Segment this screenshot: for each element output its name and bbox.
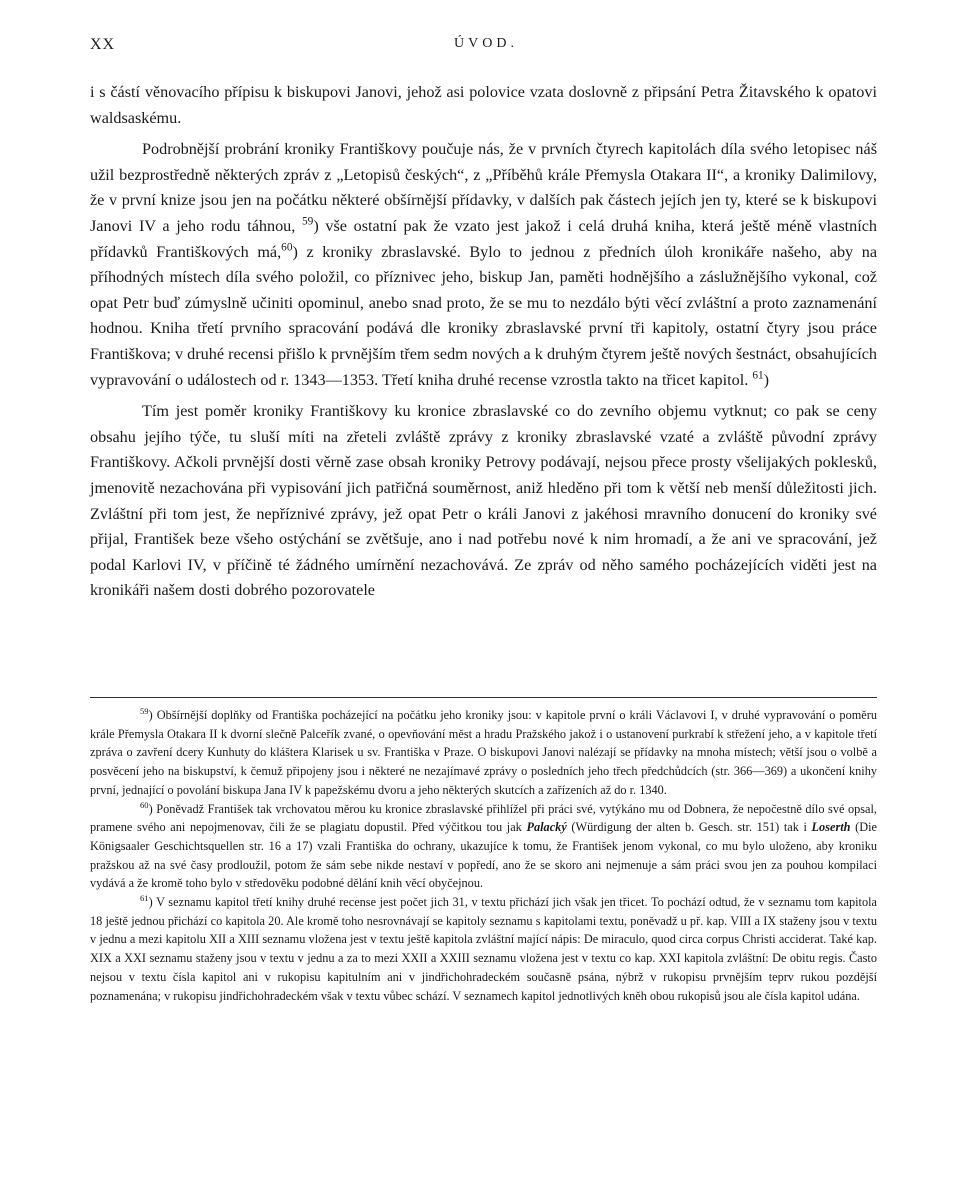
footnote-60-text-b: (Würdigung der alten b. Gesch. str. 151) tak i (566, 820, 812, 835)
footnote-ref-61[interactable]: 61 (752, 369, 764, 382)
footnote-60 (90, 800, 877, 894)
author-name-palacky: Palacký (526, 820, 567, 835)
footnote-mark-59: 59 (140, 705, 149, 716)
paragraph-2-text-d: ) (763, 370, 770, 389)
paragraph-1: i s částí věnovacího přípisu k biskupovi Janovi, jehož asi polovice vzata doslovně z připsání Petra Žitavského k opatovi waldsaskému. (90, 83, 877, 127)
paragraph-2-text-b: ) vše ostatní pak že vzato jest jakož i celá druhá kniha, která ještě méně vlastních přídavků Františkových má, (90, 216, 877, 261)
paragraph-3: Tím jest poměr kroniky Františkovy ku kronice zbraslavské co do zevního objemu vytknut; co pak se ceny obsahu jejího týče, tu sluší míti na zřeteli zvláště zprávy z kroniky zbraslavské vzaté a zvláště původní zprávy Františkovy. Ačkoli prvnější dosti věrně zase obsah kroniky Petrovy podávají, nejsou přece prosty všelijakých poklesků, jmenovitě nezachována při vypisování jich patřičná souměrnost, aniž hleděno při tom k větší neb menší důležitosti jich. Zvláštní při tom jest, že nepříznivé zprávy, jež opat Petr o králi Janovi z jakéhosi mravního donucení do kroniky své přijal, František beze všeho ostýchání se zvětšuje, ano i nad potřebu nové k nim hromadí, a že ani ve spracování, jež podal Karlovi IV, v příčině té žádného umírnění nezachovává. Ze zpráv od něho samého pocházejících viděti jest na kronikáři našem dosti dobrého pozorovatele (90, 402, 877, 600)
footnote-60-text-c: (Die Königsaaler Geschichtsquellen str. 16 a 17) vzali Františka do ochrany, ukazujíce k tomu, že František jenom vykonal, co mu bylo uloženo, aby kroniku pražskou až na své časy prodloužil, potom že sám sebe nikde nestaví v popředí, ano že se skoro ani nejmenuje a sám práci svou jen za pouhou kompilaci vydává a že kromě toho bylo v středověku podobné dělání knih věcí obyčejnou. (90, 820, 877, 891)
running-head: ÚVOD. (454, 36, 518, 51)
footnote-mark-60: 60 (140, 799, 149, 810)
footnote-59-text: ) Obšírnější doplňky od Františka pocházející na počátku jeho kroniky jsou: v kapitole první o králi Václavovi I, v druhé vypravování o poměru krále Přemysla Otakara II k dvorní slečně Palceřík zvané, o opevňování měst a hradu Pražského jakož i o ustanovení purkrabí k střežení jeho, a v kapitole třetí zpráva o zavření dcery Kunhuty do kláštera Klarisek u sv. Františka v Praze. O biskupovi Janovi nalézají se přídavky na mnoha místech; větší jsou o volbě a posvěcení jeho na biskupství, k čemuž připojeny jsou i některé ne nezajímavé zprávy o posledních jeho třech předchůdcích (str. 366—369) a ukončení knihy první, jednající o povolání biskupa Jana IV k papežskému dvoru a jeho některých skutcích a zařízeních až do r. 1340. (90, 708, 877, 797)
footnote-61-text: ) V seznamu kapitol třetí knihy druhé recense jest počet jich 31, v textu přichází jich však jen třicet. To pochází odtud, že v seznamu tom kapitola 18 ještě jednou přichází co kapitola 20. Ale kromě toho nesrovnávají se kapitoly seznamu s kapitolami textu, poněvadž u př. kap. VIII a IX staženy jsou v textu v jednu a mezi kapitolu XII a XIII seznamu vložena jest v textu ještě kapitola zvláštní mající nápis: De miraculo, quod circa corpus Christi acciderat. Také kap. XIX a XXI seznamu staženy jsou v textu v jednu a za to mezi XXII a XXIII seznamu vložena jest v textu co kap. XXI kapitola zvláštní: De obitu regis. Často nejsou v textu čísla kapitol ani v rukopisu kapitulním ani v jindřichohradeckém současně psána, nýbrž v rukopisu prvnějším teprv rukou pozdější poznamenána; v rukopisu jindřichohradeckém však v textu vůbec schází. V seznamech kapitol jednotlivých kněh obou rukopisů jsou ale čísla kapitol udána. (90, 895, 877, 1003)
footnote-ref-60[interactable]: 60 (281, 241, 293, 254)
footnote-59 (90, 706, 877, 800)
page-header (90, 36, 877, 56)
page-number: XX (90, 36, 116, 53)
footnote-ref-59[interactable]: 59 (302, 215, 314, 228)
footnote-mark-61: 61 (140, 892, 149, 903)
footnote-divider (90, 697, 877, 698)
paragraph-2-text-a: Podrobnější probrání kroniky Františkovy poučuje nás, že v prvních čtyrech kapitolách díla svého letopisec náš užil bezprostředně některých zpráv z „Letopisů českých“, z „Příběhů krále Přemysla Otakara II“, a kroniky Dalimilovy, že v první knize jsou jen na počátku některé obšírnější přídavky, v dalších pak částech jejích jen ty, které se k biskupovi Janovi IV a jeho rodu táhnou, (90, 140, 877, 235)
paragraph-2-text-c: ) z kroniky zbraslavské. Bylo to jednou z předních úloh kronikáře našeho, aby na příhodných místech díla svého položil, co příznivec jeho, biskup Jan, paměti hodnějšího a záslužnějšího vykonal, což opat Petr buď zúmyslně učiniti opominul, anebo snad proto, že se mu to nezdálo býti věcí zvláštní a proto zaznamenání hodnou. Kniha třetí prvního spracování podává dle kroniky zbraslavské první tři kapitoly, ostatní čtyry jsou práce Františkova; v druhé recensi přišlo k prvnějším třem sedm nových a k druhým čtyrem ještě nových šestnáct, obsahujících vypravování o událostech od r. 1343—1353. Třetí kniha druhé recense vzrostla takto na třicet kapitol. (90, 242, 878, 389)
paragraph-2 (90, 137, 877, 393)
footnote-60-text-a: ) Poněvadž František tak vrchovatou měrou ku kronice zbraslavské přihlížel při práci své, vytýkáno mu od Dobnera, že nepočestně dílo své opsal, pramene svého ani nepojmenovav, čili že se plagiatu dopustil. Před výčitkou tou jak (90, 801, 877, 835)
main-text (90, 80, 877, 604)
author-name-loserth: Loserth (811, 820, 851, 835)
footnote-61 (90, 893, 877, 1005)
footnotes (90, 706, 877, 1005)
